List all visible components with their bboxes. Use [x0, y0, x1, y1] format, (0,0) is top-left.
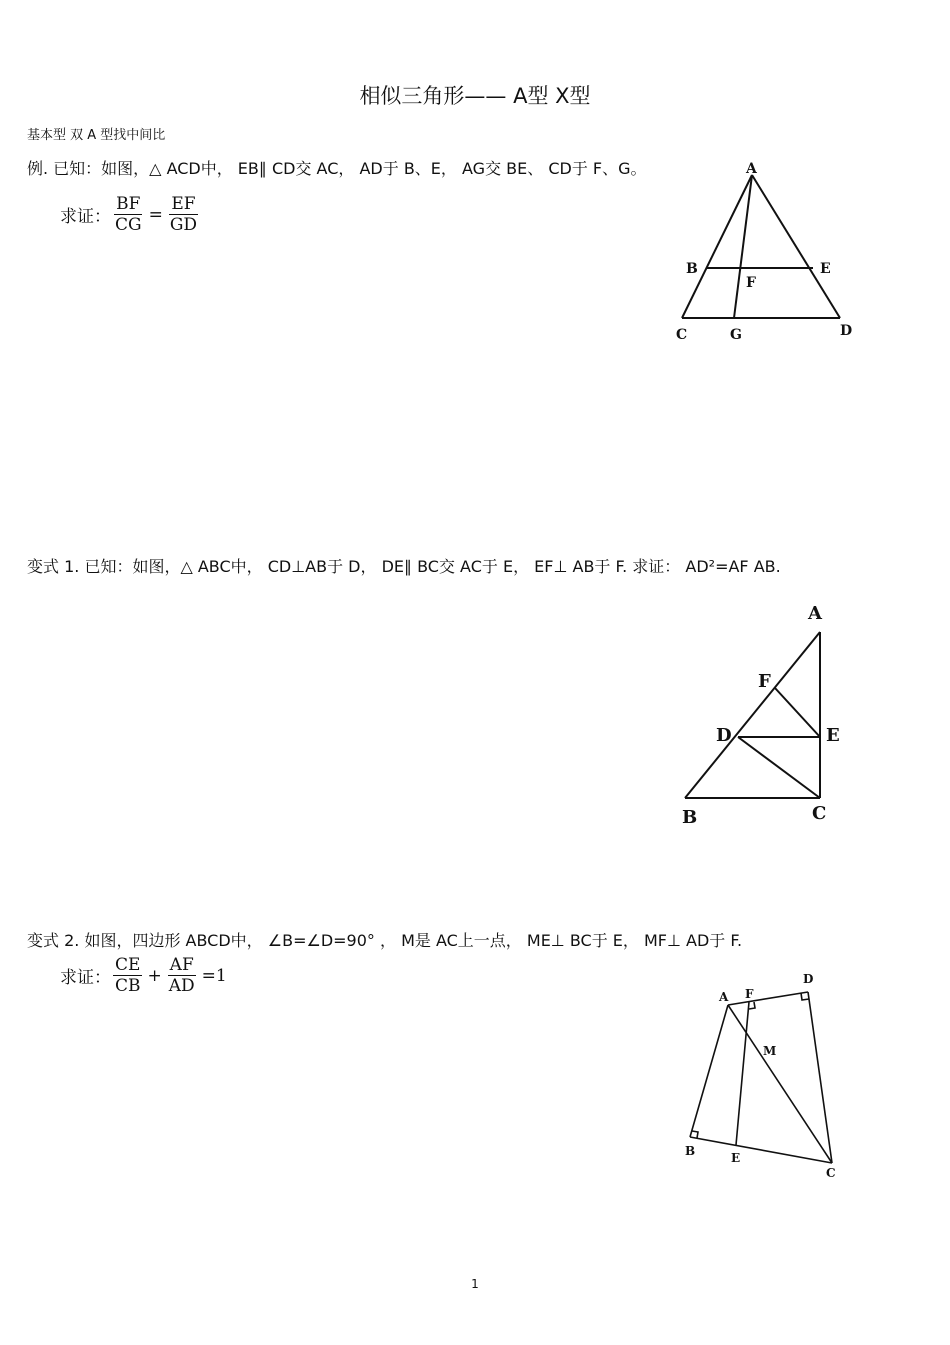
label-d: D — [840, 323, 853, 339]
segment-ag — [734, 175, 752, 318]
segment-ac — [682, 175, 752, 318]
fraction-denominator: AD — [168, 976, 195, 996]
plus-sign: + — [147, 965, 162, 986]
fraction-numerator: CE — [115, 955, 141, 975]
label-c: C — [676, 327, 688, 343]
variant2-proof — [60, 955, 230, 996]
fraction-denominator: CB — [115, 976, 141, 996]
equals-sign: = — [148, 204, 163, 225]
label-b: B — [682, 807, 698, 828]
fraction-denominator: GD — [169, 215, 198, 235]
segment-ef — [775, 688, 820, 737]
label-g: G — [730, 327, 742, 343]
fraction-af-ad — [167, 955, 197, 996]
segment-ad — [728, 992, 808, 1005]
fraction-numerator: BF — [116, 194, 141, 214]
label-m: M — [763, 1044, 777, 1058]
page-title: 相似三角形—— A型 X型 — [359, 84, 591, 108]
label-a: A — [719, 990, 729, 1004]
fraction-numerator: AF — [169, 955, 194, 975]
example-figure — [660, 155, 870, 350]
label-c: C — [826, 1166, 836, 1180]
label-d: D — [803, 972, 814, 986]
fraction-bf-cg — [113, 194, 144, 235]
segment-dc — [808, 992, 832, 1163]
example-proof — [60, 194, 201, 235]
variant2-figure — [670, 965, 860, 1190]
segment-ad — [752, 175, 840, 318]
proof-prefix: 求证： — [60, 207, 111, 227]
label-d: D — [716, 725, 732, 746]
page-number: 1 — [471, 1277, 479, 1291]
fraction-numerator: EF — [171, 194, 196, 214]
equals-one: =1 — [201, 965, 227, 986]
segment-dc — [738, 737, 820, 798]
proof-prefix: 求证： — [60, 968, 111, 988]
label-e: E — [826, 725, 840, 746]
right-angle-f — [749, 1002, 755, 1009]
label-a: A — [746, 161, 757, 177]
label-e: E — [820, 261, 831, 277]
section-subheading: 基本型 双 A 型找中间比 — [27, 128, 166, 143]
fraction-ef-gd — [168, 194, 199, 235]
variant2-statement: 变式 2. 如图，四边形 ABCD中， ∠B=∠D=90° ， M是 AC上一点， ME⊥ BC于 E， MF⊥ AD于 F. — [27, 931, 743, 950]
label-b: B — [686, 261, 698, 277]
label-c: C — [812, 803, 827, 824]
variant1-figure — [670, 595, 855, 830]
segment-ac — [728, 1005, 832, 1163]
fraction-ce-cb — [113, 955, 143, 996]
segment-fe — [736, 1002, 749, 1145]
label-b: B — [685, 1144, 696, 1158]
label-f: F — [746, 275, 756, 291]
label-f: F — [758, 671, 771, 692]
label-a: A — [808, 603, 822, 624]
fraction-denominator: CG — [115, 215, 142, 235]
label-e: E — [731, 1151, 741, 1165]
segment-bc — [690, 1137, 832, 1163]
label-f: F — [745, 987, 754, 1001]
variant1-statement: 变式 1. 已知：如图，△ ABC中， CD⊥AB于 D， DE∥ BC交 AC于 E， EF⊥ AB于 F. 求证： AD²=AF AB. — [27, 557, 781, 576]
segment-ab — [690, 1005, 728, 1137]
example-statement: 例. 已知：如图，△ ACD中， EB∥ CD交 AC， AD于 B、E， AG交 BE、 CD于 F、G。 — [27, 159, 647, 178]
